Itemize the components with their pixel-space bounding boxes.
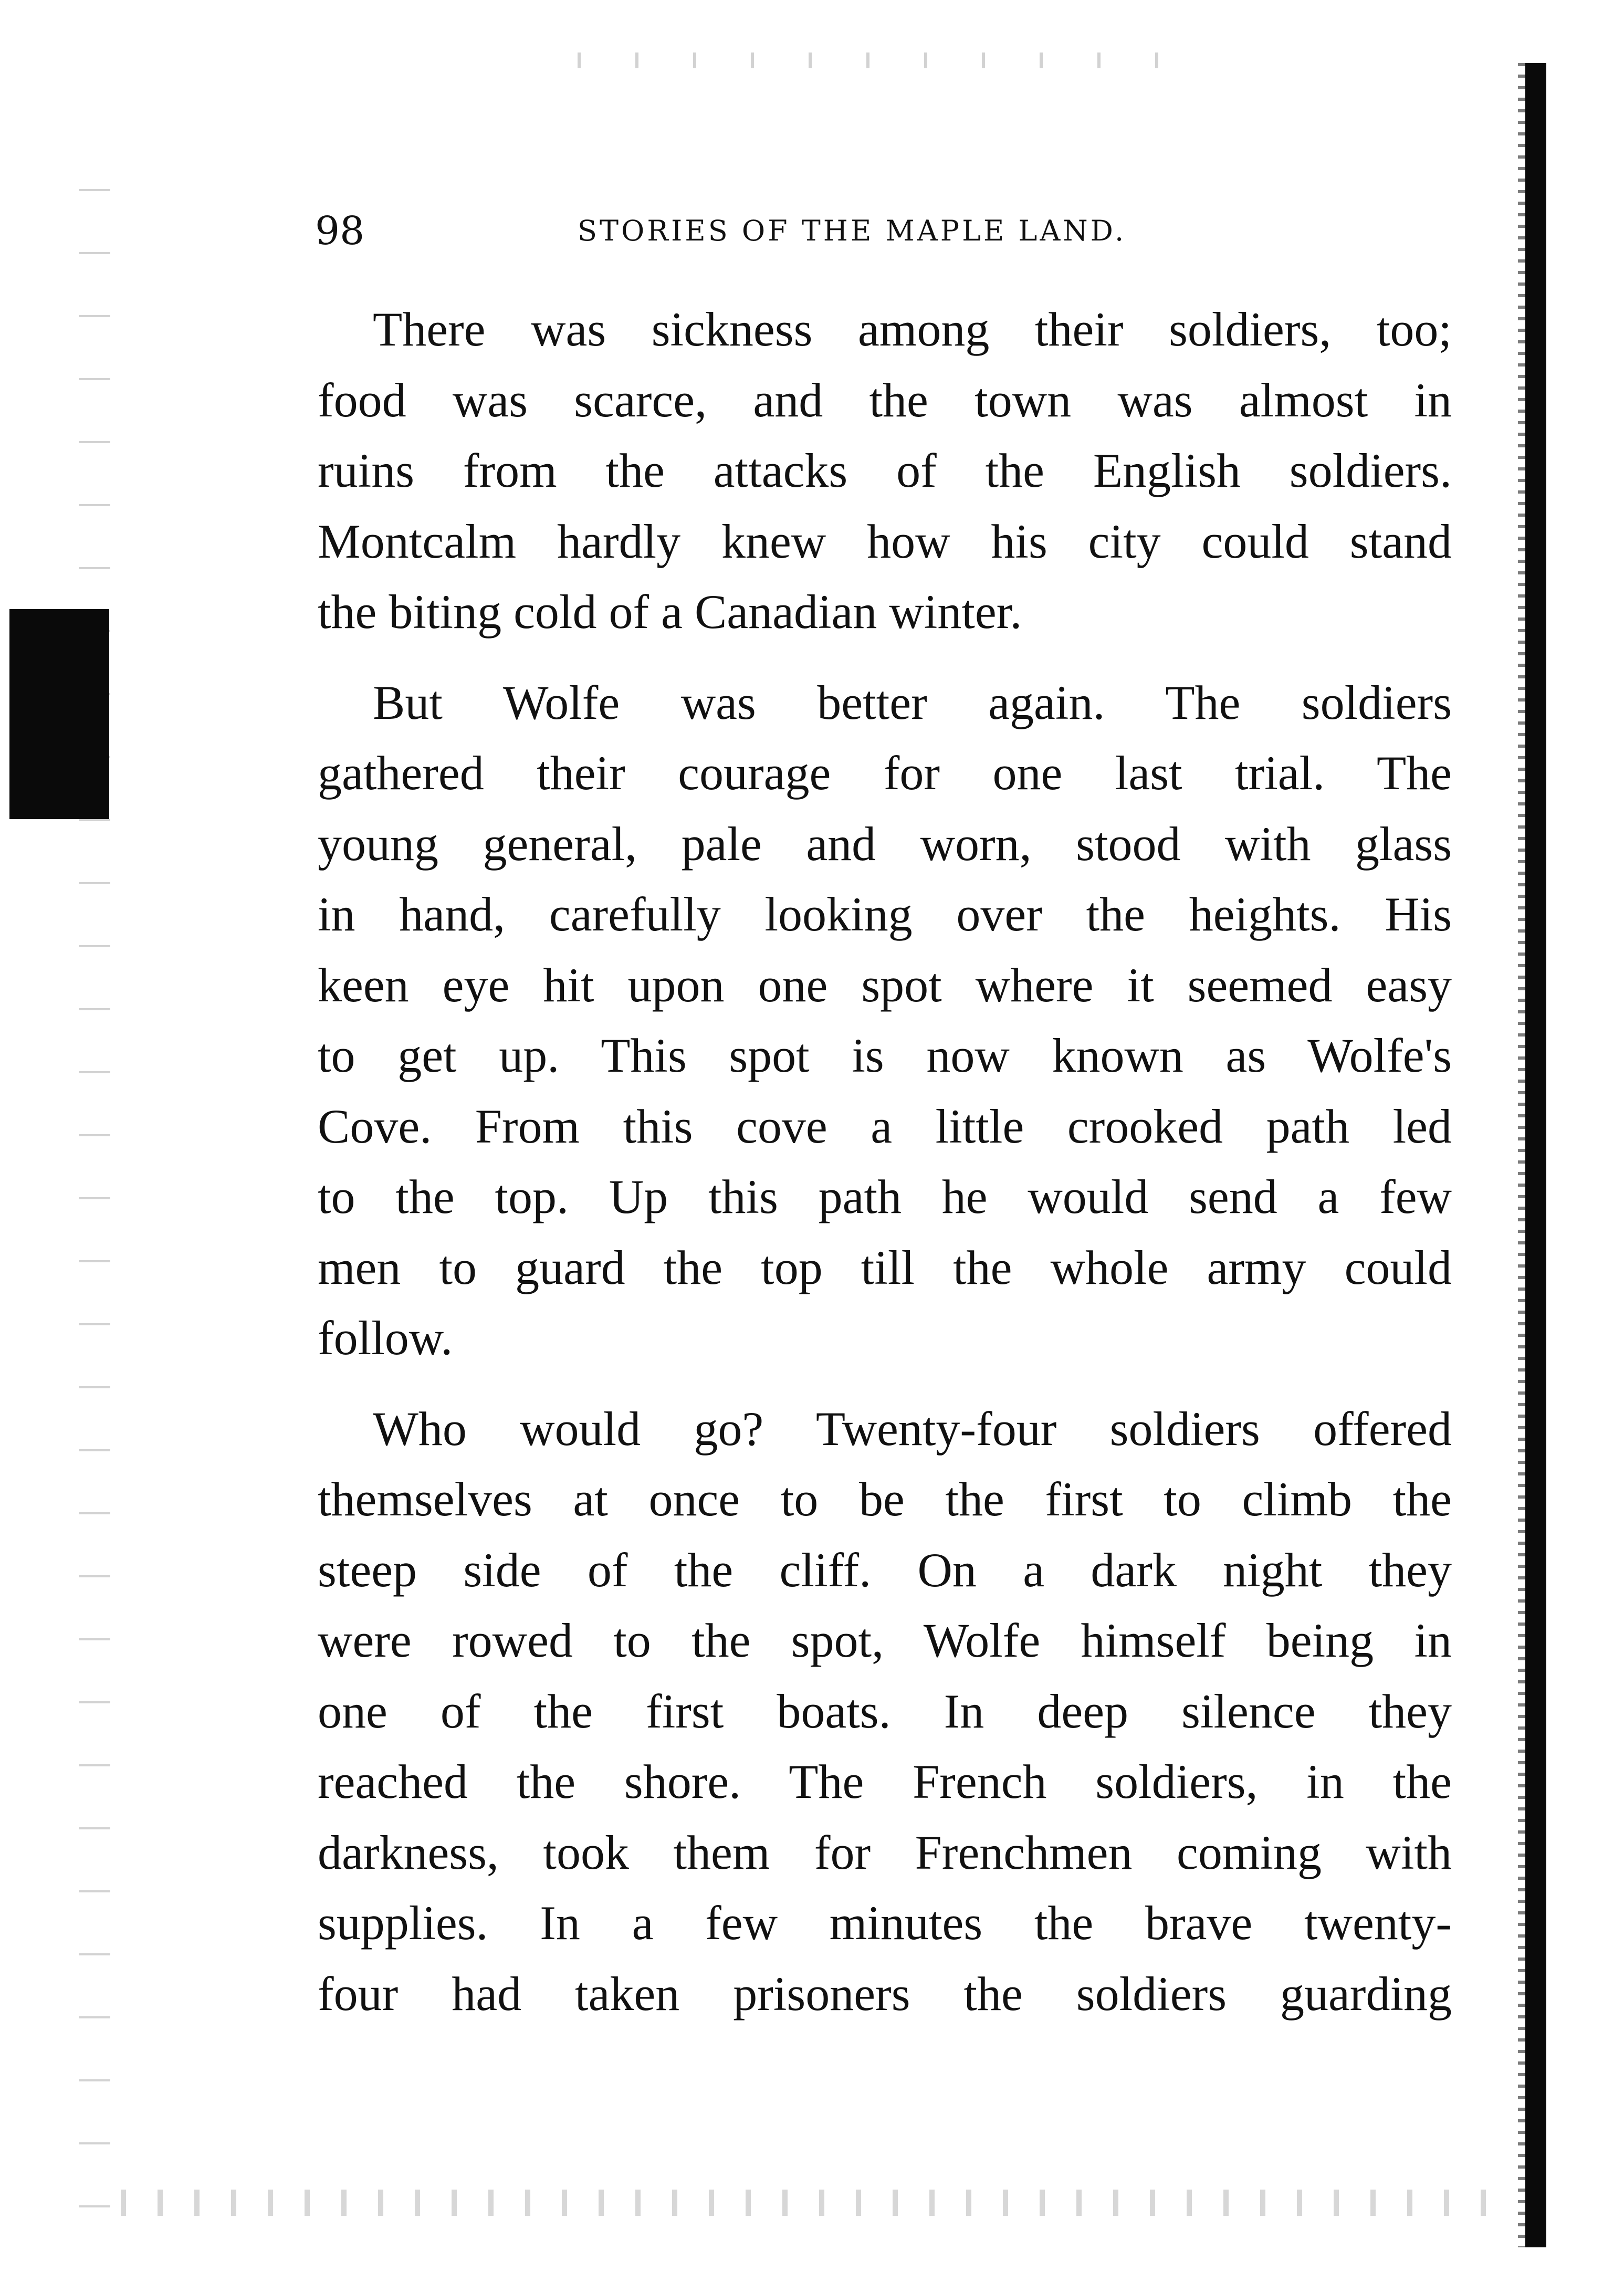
text-line: were rowed to the spot, Wolfe himself being in (318, 1614, 1452, 1667)
text-line: ruins from the attacks of the English soldiers. (318, 444, 1452, 497)
text-line: Montcalm hardly knew how his city could stand (318, 514, 1452, 568)
book-binding-edge (1525, 63, 1546, 2247)
text-line: There was sickness among their soldiers, too; (373, 302, 1452, 356)
text-line: reached the shore. The French soldiers, in the (318, 1755, 1452, 1808)
text-line: food was scarce, and the town was almost in (318, 373, 1452, 427)
scan-noise-bottom (121, 2190, 1507, 2216)
running-head (315, 205, 1449, 257)
text-line: keen eye hit upon one spot where it seemed easy (318, 958, 1452, 1012)
paragraph-1 (318, 294, 1452, 647)
text-line: supplies. In a few minutes the brave twenty- (318, 1896, 1452, 1950)
page-number: 98 (315, 208, 365, 254)
text-line: one of the first boats. In deep silence they (318, 1684, 1452, 1738)
text-line: to the top. Up this path he would send a few (318, 1170, 1452, 1223)
text-line: steep side of the cliff. On a dark night they (318, 1543, 1452, 1597)
text-line: in hand, carefully looking over the heights. His (318, 887, 1452, 941)
body-text (318, 294, 1452, 2049)
running-title: STORIES OF THE MAPLE LAND. (578, 214, 1127, 247)
paragraph-3 (318, 1394, 1452, 2029)
text-line: themselves at once to be the first to climb the (318, 1472, 1452, 1526)
text-line: darkness, took them for Frenchmen coming with (318, 1825, 1452, 1879)
text-line: to get up. This spot is now known as Wolfe's (318, 1029, 1452, 1082)
paragraph-2 (318, 667, 1452, 1374)
text-line: men to guard the top till the whole army could (318, 1240, 1452, 1294)
text-line: Who would go? Twenty-four soldiers offered (373, 1401, 1452, 1456)
text-line: gathered their courage for one last trial. The (318, 746, 1452, 800)
text-line: But Wolfe was better again. The soldiers (373, 675, 1452, 729)
scan-noise-top (578, 53, 1208, 68)
scan-noise-left-margin (79, 189, 110, 2226)
text-line: young general, pale and worn, stood with glass (318, 817, 1452, 871)
scan-smudge-left (9, 609, 109, 819)
text-line: follow. (318, 1311, 453, 1365)
text-line: Cove. From this cove a little crooked path led (318, 1099, 1452, 1153)
text-line: four had taken prisoners the soldiers guarding (318, 1966, 1452, 2021)
text-line: the biting cold of a Canadian winter. (318, 585, 1022, 638)
